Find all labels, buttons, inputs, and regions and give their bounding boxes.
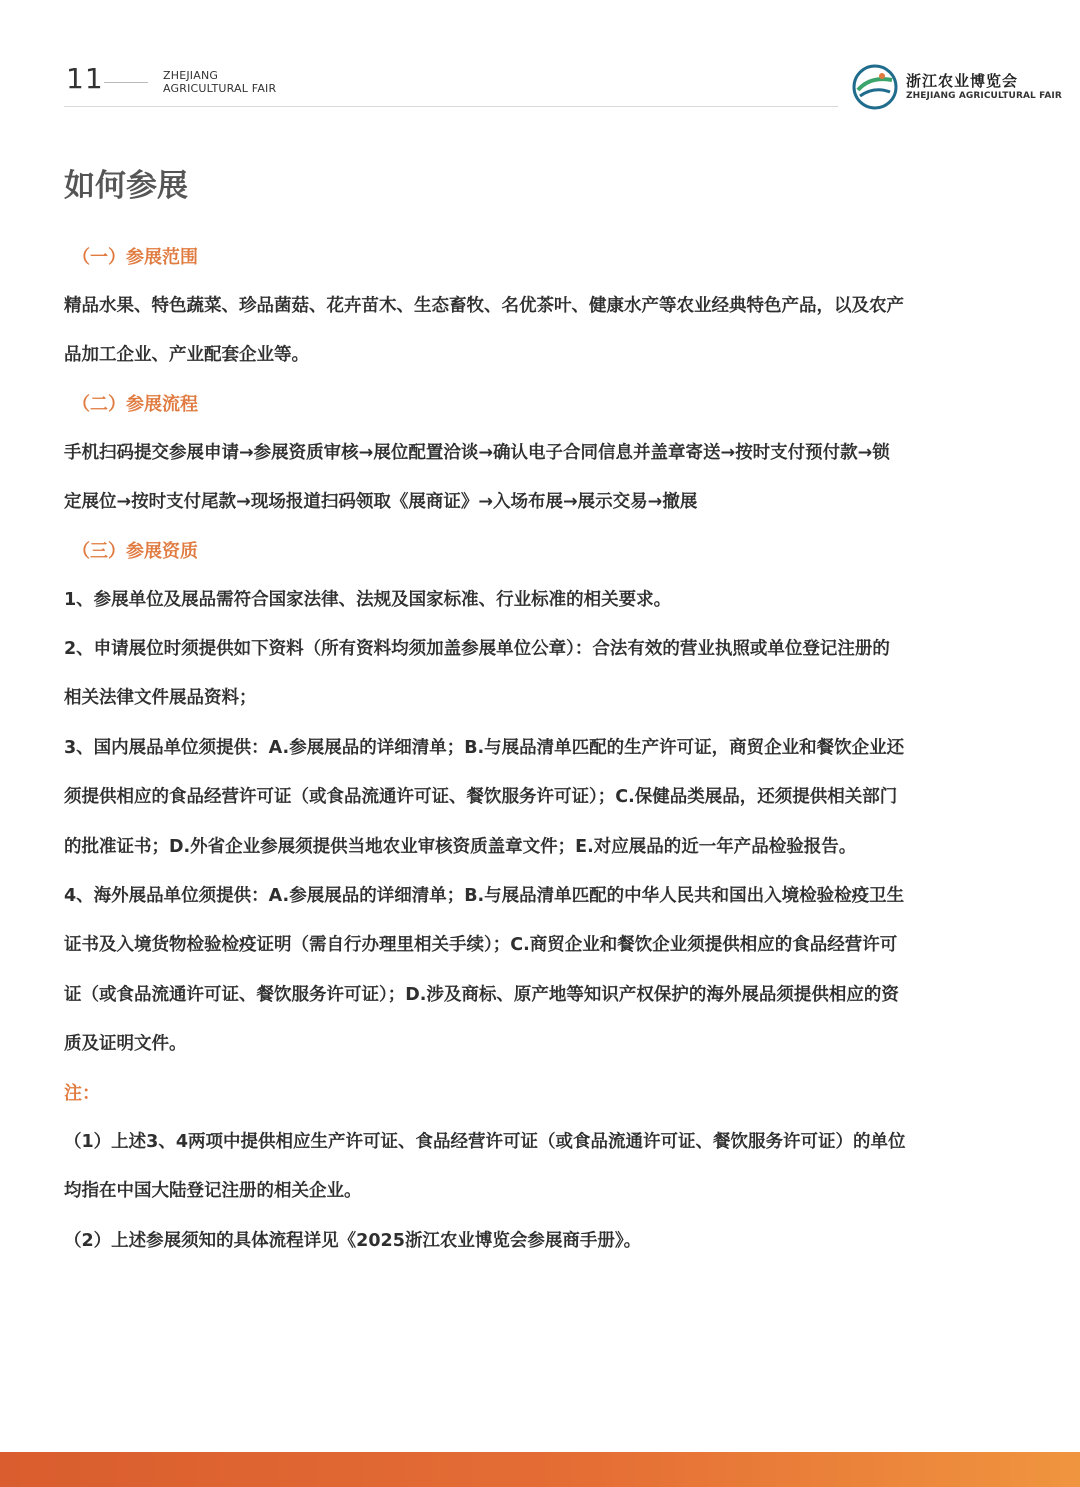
- section-heading-qualification: （三）参展资质: [72, 540, 198, 562]
- qualification-line: 须提供相应的食品经营许可证（或食品流通许可证、餐饮服务许可证）；C.保健品类展品，还须提供相关部门: [64, 787, 898, 808]
- page-title: 如何参展: [64, 168, 188, 204]
- page-number: 11: [66, 62, 104, 95]
- qualification-line: 相关法律文件展品资料；: [64, 688, 257, 709]
- qualification-paragraph: [64, 576, 1016, 1070]
- header-divider: [64, 106, 838, 107]
- logo-english-name: ZHEJIANG AGRICULTURAL FAIR: [906, 91, 1062, 101]
- notes-heading: 注：: [64, 1082, 100, 1104]
- process-line: 手机扫码提交参展申请→参展资质审核→展位配置洽谈→确认电子合同信息并盖章寄送→按时支付预付款→锁: [64, 442, 890, 463]
- process-line: 定展位→按时支付尾款→现场报道扫码领取《展商证》→入场布展→展示交易→撤展: [64, 492, 698, 513]
- note-line: （1）上述3、4两项中提供相应生产许可证、食品经营许可证（或食品流通许可证、餐饮服务许可证）的单位: [64, 1131, 906, 1152]
- qualification-line: 2、申请展位时须提供如下资料（所有资料均须加盖参展单位公章）：合法有效的营业执照或单位登记注册的: [64, 639, 890, 660]
- qualification-line: 质及证明文件。: [64, 1034, 187, 1055]
- fair-english-line1: ZHEJIANG: [163, 69, 219, 82]
- scope-paragraph: [64, 282, 1016, 381]
- page-header: [0, 0, 1080, 110]
- fair-english-name: [163, 69, 276, 95]
- note-line: （2）上述参展须知的具体流程详见《2025浙江农业博览会参展商手册》。: [64, 1230, 642, 1251]
- fair-english-line2: AGRICULTURAL FAIR: [163, 82, 277, 95]
- qualification-line: 证书及入境货物检验检疫证明（需自行办理里相关手续）；C.商贸企业和餐饮企业须提供相应的食品经营许可: [64, 935, 898, 956]
- section-heading-process: （二）参展流程: [72, 393, 198, 415]
- qualification-line: 的批准证书；D.外省企业参展须提供当地农业审核资质盖章文件；E.对应展品的近一年产品检验报告。: [64, 836, 857, 857]
- section-heading-scope: （一）参展范围: [72, 247, 198, 268]
- process-paragraph: [64, 429, 1016, 528]
- note-line: 均指在中国大陆登记注册的相关企业。: [64, 1181, 362, 1202]
- logo-chinese-name: 浙江农业博览会: [906, 72, 1019, 90]
- scope-line: 品加工企业、产业配套企业等。: [64, 345, 309, 366]
- notes-paragraph: [64, 1118, 1016, 1266]
- qualification-line: 证（或食品流通许可证、餐饮服务许可证）；D.涉及商标、原产地等知识产权保护的海外展品须提供相应的资: [64, 984, 899, 1005]
- footer-bar: [0, 1452, 1080, 1487]
- scope-line: 精品水果、特色蔬菜、珍品菌菇、花卉苗木、生态畜牧、名优茶叶、健康水产等农业经典特色产品，以及农产: [64, 296, 904, 316]
- qualification-line: 4、海外展品单位须提供：A.参展展品的详细清单；B.与展品清单匹配的中华人民共和国出入境检验检疫卫生: [64, 886, 905, 907]
- qualification-line: 3、国内展品单位须提供：A.参展展品的详细清单；B.与展品清单匹配的生产许可证，商贸企业和餐饮企业还: [64, 737, 905, 758]
- header-short-divider: [104, 82, 148, 83]
- fair-logo-icon: [852, 64, 898, 110]
- content-body: [64, 234, 1016, 1266]
- qualification-line: 1、参展单位及展品需符合国家法律、法规及国家标准、行业标准的相关要求。: [64, 589, 672, 610]
